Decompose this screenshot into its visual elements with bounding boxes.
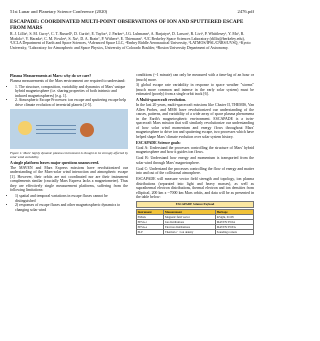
limitations-list (10, 194, 128, 212)
paragraph: conditions (~1 minute) can only be measured with a time-lag of an hour or (much) more. (136, 73, 254, 82)
table-cell: EESA-e (137, 225, 164, 230)
table-row (137, 230, 254, 235)
sun-graphic (18, 121, 32, 135)
section-heading-multi-spacecraft: A Multi-spacecraft revolution. (136, 98, 187, 103)
goal-item: Goal A: Understand the processes controlling the structure of Mars' hybrid magnetosphere and how it guides ion flows. (136, 145, 254, 155)
payload-table (136, 209, 254, 235)
goal-item: Goal B: Understand how energy and momentum is transported from the solar wind through Mars' magnetosphere. (136, 156, 254, 165)
paragraph: The MAVEN and Mars Express missions have revolutionized our understanding of the Mars-solar wind interaction and atmospheric escape [1]. However, their orbits are not coordinated nor are their instrument complements similar (crucially Mars Express lacks a magnetometer). Thus they are effectively single measurement platforms, suffering from the following limitations: (10, 165, 128, 193)
table-cell: Sounding rockets (216, 230, 254, 235)
left-column (10, 73, 128, 214)
mars-graphic (80, 123, 94, 137)
table-cell: Magnetic field vector (164, 215, 216, 220)
table-cell: EMAG (137, 215, 164, 220)
goal-item: Goal C: Understand the processes controlling the flow of energy and matter into and out of the collisional atmosphere. (136, 166, 254, 176)
table-cell: MAVEN SWIA (216, 220, 254, 225)
list-item: • 1. The structure, composition, variability and dynamics of Mars' unique hybrid magnetosphere (i.e. sharing properties of both intrinsic and induced magnetospheres) [e.g. 1]. (15, 85, 128, 99)
list-item: • 2) responses of escape fluxes and other magnetospheric dynamics to changing solar wind (15, 203, 128, 212)
table-title: ESCAPADE Science Payload (136, 201, 254, 208)
list-item: • 2. Atmospheric Escape Processes: ion escape and sputtering escape help drive climate evolution of terrestrial planets [2-5]. (15, 98, 128, 107)
question-list (10, 85, 128, 108)
paragraph: Plasma measurements of the Mars environment are required to understand: (10, 79, 126, 84)
author-list: R. J. Lillis¹, S. M. Curry¹, C. T. Russell², D. Curtis¹, E. Taylor¹, J. Parker³, J.G. Luhmann¹, A. Barjatya⁴, D. Larson¹, R. Livi¹, P. Whittlesey¹, Y. Ma², R. Modolo⁵, Y. Harada⁶, C. M. Fowler¹, S. Xu¹, D. A. Brain⁷, P. Withers⁸, E. Thiemann⁷. ¹UC Berkeley Space Sciences Laboratory (rlillis@berkeley.edu), ²UCLA Department of Earth and Space Sciences, ³Advanced Space LLC, ⁴Embry Riddle Aeronautical University, ⁵LATMOS/IPSL/CNRS/UVSQ, ⁶Kyoto University, ⁷Laboratory for Atmospheric and Space Physics, University of Colorado Boulder, ⁸Boston University Department of Astronomy. (10, 32, 251, 51)
solar-wind-line (36, 133, 76, 134)
table-cell: EESA-i (137, 220, 164, 225)
page-id: 2476.pdf (237, 9, 254, 14)
table-header: Heritage (216, 210, 254, 215)
list-item: • 1) spatial and temporal variations in escape fluxes cannot be distinguished (15, 194, 128, 203)
solar-wind-line (36, 129, 76, 130)
paragraph: In the last 20 years, multi-spacecraft missions like Cluster II, THEMIS, Van Allen Probes, and MMS have revolutionized our understanding of the causes, patterns, and variability of a wide array of space plasma phenomena in the Earth's magnetospheric environment. ESCAPADE is a twin-spacecraft Mars mission that will similarly revolutionize our understanding of how solar wind momentum and energy flows throughout Mars' magnetosphere to drive ion and sputtering escape, two processes which have helped shape Mars' climate evolution over solar system history. (136, 103, 254, 139)
table-header: Instrument (137, 210, 164, 215)
section-heading-science-goals: ESCAPADE Science goals: (136, 140, 181, 145)
table-cell: InSight, ICON (216, 215, 254, 220)
section-heading-plasma: Plasma Measurements at Mars: why do we care? (10, 74, 92, 78)
table-cell: Electron distributions (164, 225, 216, 230)
right-column (136, 73, 254, 235)
table-cell: Ion distributions (164, 220, 216, 225)
paragraph: ESCAPADE will measure vector field strength and topology, ion plasma distributions (separated into light and heavy masses), as well as suprathermal electron distributions, thermal electron and ion densities from elliptical, 200 km x ~7000 km Mars orbits, and data will be as presented in the table below: (136, 177, 254, 200)
table-cell: ELP (137, 230, 164, 235)
table-cell: Thermal e⁻ / ion density (164, 230, 216, 235)
figure-mars-solar-wind (10, 109, 128, 149)
paper-title: ESCAPADE: COORDINATED MULTI-POINT OBSERVATIONS OF ION AND SPUTTERED ESCAPE FROM MARS (10, 19, 244, 32)
figure-caption: Figure 1: Mars' highly dynamic plasma environment is thought to be strongly affected by solar wind variability. (10, 151, 128, 160)
section-heading-single-platform: A single platform leaves major questions unanswered. (10, 160, 100, 165)
conference-header: 51st Lunar and Planetary Science Conference (2020) (10, 9, 108, 14)
table-cell: MAVEN SWEA (216, 225, 254, 230)
paragraph: 3) global escape rate variability in response to space weather "storms" (much more common and intense in the early solar system) must be estimated (poorly) from a single orbit track [6]. (136, 83, 254, 97)
solar-wind-line (36, 125, 76, 126)
table-header: Measurement (164, 210, 216, 215)
